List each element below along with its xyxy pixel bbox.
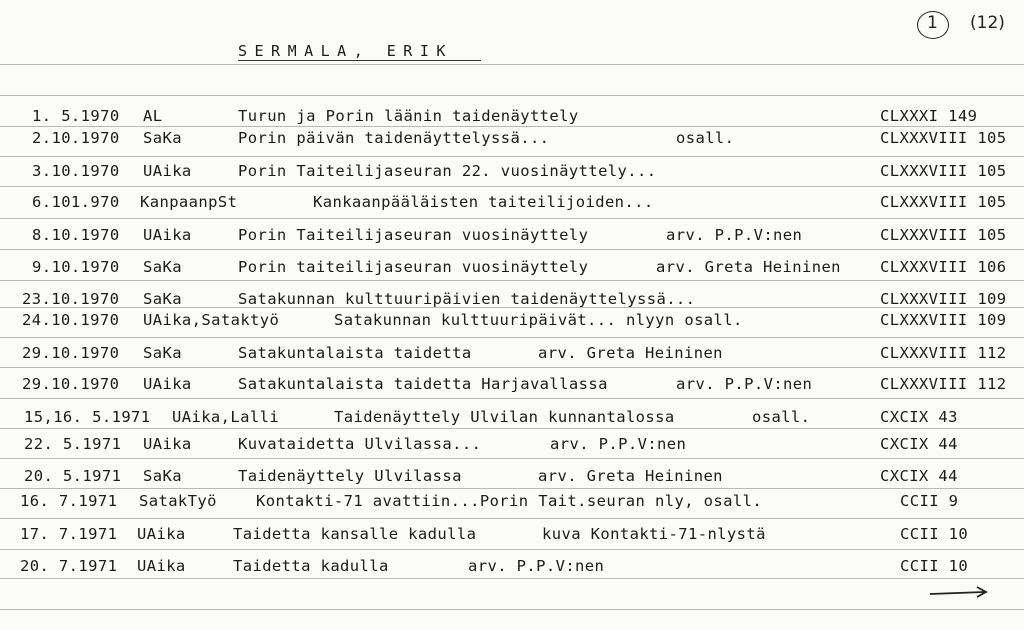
card-title: SERMALA, ERIK <box>238 42 453 60</box>
entry-ref: CLXXXI 149 <box>880 107 978 125</box>
entry-date: 24.10.1970 <box>22 311 120 329</box>
entry-date: 15,16. 5.1971 <box>24 408 151 426</box>
entry-ref: CXCIX 44 <box>880 435 958 453</box>
entry-title: Porin päivän taidenäyttelyssä... <box>238 129 550 147</box>
rule-line <box>0 609 1024 610</box>
entry-source: KanpaanpSt <box>140 193 238 211</box>
entry-date: 23.10.1970 <box>22 290 120 308</box>
rule-line <box>0 337 1024 338</box>
rule-line <box>0 64 1024 65</box>
entry-date: 16. 7.1971 <box>20 492 118 510</box>
entry-date: 20. 5.1971 <box>24 467 122 485</box>
entry-ref: CLXXXVIII 105 <box>880 226 1007 244</box>
rule-line <box>0 398 1024 399</box>
card-total: (12) <box>970 13 1005 33</box>
entry-date: 17. 7.1971 <box>20 525 118 543</box>
entry-note: arv. Greta Heininen <box>538 467 723 485</box>
entry-note: arv. P.P.V:nen <box>676 375 813 393</box>
entry-ref: CCII 10 <box>900 525 969 543</box>
entry-source: UAika <box>137 525 186 543</box>
entry-note: arv. P.P.V:nen <box>468 557 605 575</box>
rule-line <box>0 428 1024 429</box>
entry-note: kuva Kontakti-71-nlystä <box>542 525 766 543</box>
entry-source: SatakTyö <box>139 492 217 510</box>
entry-date: 29.10.1970 <box>22 375 120 393</box>
entry-ref: CLXXXVIII 112 <box>880 344 1007 362</box>
entry-date: 2.10.1970 <box>32 129 120 147</box>
entry-title: Porin taiteilijaseuran vuosinäyttely <box>238 258 589 276</box>
continue-arrow-icon <box>928 583 990 603</box>
rule-line <box>0 549 1024 550</box>
entry-date: 9.10.1970 <box>32 258 120 276</box>
entry-source: SaKa <box>143 129 182 147</box>
entry-source: UAika,Lalli <box>172 408 280 426</box>
entry-date: 3.10.1970 <box>32 162 120 180</box>
entry-source: AL <box>143 107 163 125</box>
entry-title: Turun ja Porin läänin taidenäyttely <box>238 107 579 125</box>
entry-title: Taidenäyttely Ulvilassa <box>238 467 462 485</box>
entry-ref: CLXXXVIII 106 <box>880 258 1007 276</box>
entry-title: Satakunnan kulttuuripäivät... nlyyn osall. <box>334 311 743 329</box>
rule-line <box>0 488 1024 489</box>
entry-title: Taidetta kadulla <box>233 557 389 575</box>
entry-date: 29.10.1970 <box>22 344 120 362</box>
entry-note: arv. Greta Heininen <box>656 258 841 276</box>
entry-ref: CLXXXVIII 105 <box>880 162 1007 180</box>
rule-line <box>0 95 1024 96</box>
entry-title: Porin Taiteilijaseuran 22. vuosinäyttely... <box>238 162 657 180</box>
rule-line <box>0 156 1024 157</box>
card-number: 1 <box>927 13 938 33</box>
entry-date: 6.101.970 <box>32 193 120 211</box>
entry-note: arv. P.P.V:nen <box>550 435 687 453</box>
entry-ref: CCII 9 <box>900 492 959 510</box>
entry-source: SaKa <box>143 467 182 485</box>
entry-date: 1. 5.1970 <box>32 107 120 125</box>
entry-source: UAika <box>143 375 192 393</box>
title-underline <box>238 60 481 61</box>
rule-line <box>0 126 1024 127</box>
rule-line <box>0 367 1024 368</box>
entry-source: UAika,Sataktyö <box>143 311 280 329</box>
entry-ref: CLXXXVIII 109 <box>880 290 1007 308</box>
entry-title: Kankaanpääläisten taiteilijoiden... <box>313 193 654 211</box>
entry-title: Kontakti-71 avattiin...Porin Tait.seuran nly, osall. <box>256 492 763 510</box>
entry-source: UAika <box>143 162 192 180</box>
rule-line <box>0 518 1024 519</box>
entry-date: 8.10.1970 <box>32 226 120 244</box>
entry-ref: CLXXXVIII 112 <box>880 375 1007 393</box>
rule-line <box>0 218 1024 219</box>
entry-ref: CXCIX 43 <box>880 408 958 426</box>
entry-ref: CXCIX 44 <box>880 467 958 485</box>
entry-note: arv. Greta Heininen <box>538 344 723 362</box>
entry-ref: CLXXXVIII 105 <box>880 129 1007 147</box>
entry-date: 20. 7.1971 <box>20 557 118 575</box>
rule-line <box>0 578 1024 579</box>
rule-line <box>0 249 1024 250</box>
entry-title: Porin Taiteilijaseuran vuosinäyttely <box>238 226 589 244</box>
entry-title: Satakuntalaista taidetta <box>238 344 472 362</box>
entry-title: Taidenäyttely Ulvilan kunnantalossa <box>334 408 675 426</box>
rule-line <box>0 280 1024 281</box>
entry-title: Satakunnan kulttuuripäivien taidenäyttelyssä... <box>238 290 696 308</box>
rule-line <box>0 186 1024 187</box>
entry-ref: CCII 10 <box>900 557 969 575</box>
entry-note: osall. <box>676 129 735 147</box>
entry-source: UAika <box>137 557 186 575</box>
entry-title: Kuvataidetta Ulvilassa... <box>238 435 482 453</box>
entry-source: SaKa <box>143 258 182 276</box>
entry-title: Satakuntalaista taidetta Harjavallassa <box>238 375 608 393</box>
entry-note: arv. P.P.V:nen <box>666 226 803 244</box>
entry-ref: CLXXXVIII 105 <box>880 193 1007 211</box>
entry-title: Taidetta kansalle kadulla <box>233 525 477 543</box>
entry-source: SaKa <box>143 344 182 362</box>
entry-note: osall. <box>752 408 811 426</box>
entry-date: 22. 5.1971 <box>24 435 122 453</box>
entry-source: SaKa <box>143 290 182 308</box>
entry-source: UAika <box>143 435 192 453</box>
entry-source: UAika <box>143 226 192 244</box>
rule-line <box>0 458 1024 459</box>
entry-ref: CLXXXVIII 109 <box>880 311 1007 329</box>
